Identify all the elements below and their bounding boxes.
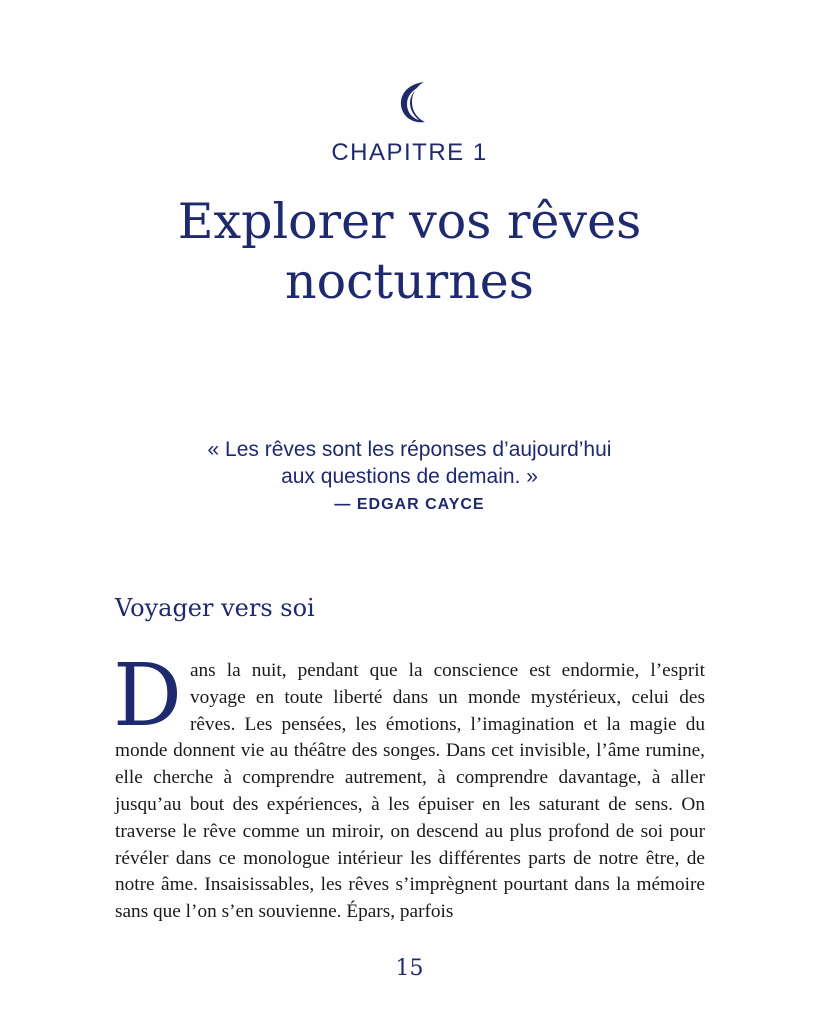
body-paragraph	[113, 646, 705, 926]
chapter-title-text: Explorer vos rêves nocturnes	[177, 193, 642, 310]
epigraph-author: — EDGAR CAYCE	[334, 496, 485, 513]
page-number: 15	[395, 956, 424, 981]
section-title: Voyager vers soi	[115, 594, 315, 622]
epigraph-line-2: aux questions de demain. »	[281, 465, 538, 488]
epigraph-line-1: « Les rêves sont les réponses d’aujourd’hui	[207, 438, 612, 461]
chapter-label: CHAPITRE 1	[331, 139, 488, 166]
body-text: ans la nuit, pendant que la conscience est endormie, l’esprit voyage en toute liberté dans un monde mystérieux, celui des rêves. Les pensées, les émotions, l’imagination et la magie du monde donnent vie au théâtre des songes. Dans cet invisible, l’âme rumine, elle cherche à comprendre autrement, à comprendre davantage, à aller jusqu’au bout des expériences, à les épuiser en les saturant de sens. On traverse le rêve comme un miroir, on descend au plus profond de soi pour révéler dans ce monologue intérieur les différentes parts de notre être, de notre âme. Insaisissables, les rêves s’imprègnent pourtant dans la mémoire sans que l’on s’en souvienne. Épars, parfois	[115, 660, 705, 923]
chapter-title	[0, 192, 819, 312]
drop-cap: D	[113, 646, 182, 746]
crescent-moon-icon	[398, 80, 438, 126]
epigraph	[0, 436, 819, 518]
